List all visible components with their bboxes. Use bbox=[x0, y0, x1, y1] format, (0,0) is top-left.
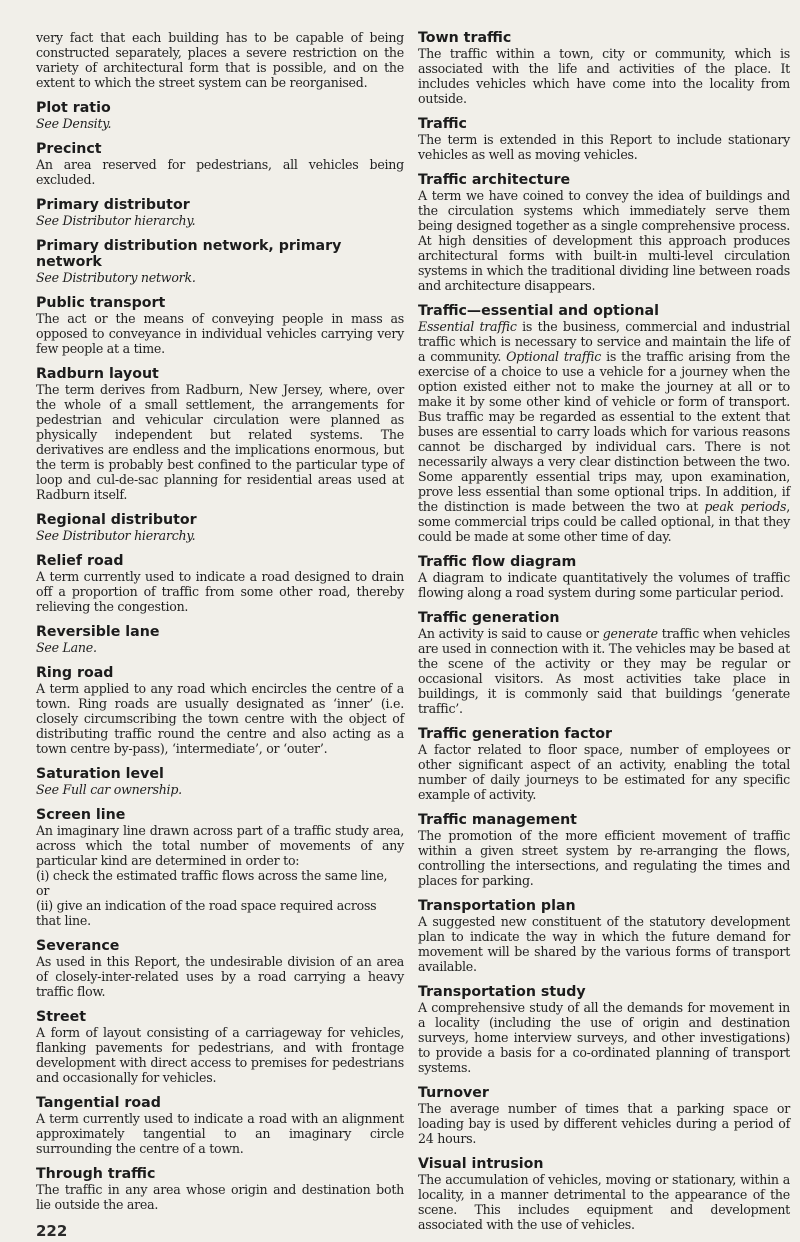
entry-term: Traffic architecture bbox=[418, 172, 571, 188]
entry-definition: The traffic within a town, city or community, which is associated with the life and activities of the place. It includes vehicles which have come into the locality from outside. bbox=[418, 46, 790, 106]
entry-term: Radburn layout bbox=[36, 366, 159, 382]
glossary-entry bbox=[36, 766, 404, 797]
entry-definition: An imaginary line drawn across part of a traffic study area, across which the total number of movements of any particular kind are determined in order to: bbox=[36, 823, 404, 868]
glossary-entry bbox=[418, 812, 790, 888]
glossary-entry bbox=[36, 624, 404, 655]
entry-subitem: (i) check the estimated traffic flows across the same line, or bbox=[36, 868, 388, 898]
entry-term: Regional distributor bbox=[36, 512, 197, 528]
glossary-entry bbox=[418, 984, 790, 1075]
glossary-entry bbox=[418, 30, 790, 106]
entry-definition: As used in this Report, the undesirable division of an area of closely-inter-related uses by a road carrying a heavy traffic flow. bbox=[36, 954, 404, 999]
entry-term: Precinct bbox=[36, 141, 102, 157]
entry-term: Saturation level bbox=[36, 766, 164, 782]
glossary-entry bbox=[36, 665, 404, 756]
glossary-entry bbox=[418, 303, 790, 544]
definition-text: , some commercial trips could be called optional, in that they could be made at some other time of day. bbox=[418, 499, 791, 544]
italic-term: Essential traffic bbox=[418, 319, 517, 334]
entry-definition: A suggested new constituent of the statutory development plan to indicate the way in which the future demand for movement will be shared by the various forms of transport available. bbox=[418, 914, 790, 974]
glossary-entry bbox=[418, 1085, 790, 1146]
entry-definition: A comprehensive study of all the demands for movement in a locality (including the use of origin and destination surveys, home interview surveys, and other investigations) to provide a basis for a co-ordinated planning of transport systems. bbox=[418, 1000, 790, 1075]
entry-term: Visual intrusion bbox=[418, 1156, 544, 1172]
glossary-entry bbox=[36, 141, 404, 187]
entry-term: Ring road bbox=[36, 665, 114, 681]
entry-term: Traffic flow diagram bbox=[418, 554, 577, 570]
glossary-entry bbox=[36, 1095, 404, 1156]
entry-definition: A diagram to indicate quantitatively the volumes of traffic flowing along a road system during some particular period. bbox=[418, 570, 790, 600]
glossary-entry bbox=[418, 610, 790, 716]
entry-term: Tangential road bbox=[36, 1095, 161, 1111]
entry-definition: A term currently used to indicate a road designed to drain off a proportion of traffic from some other road, thereby relieving the congestion. bbox=[36, 569, 404, 614]
entry-cross-reference: See Lane. bbox=[36, 640, 97, 655]
italic-term: peak periods bbox=[704, 499, 787, 514]
entry-definition: A term applied to any road which encircles the centre of a town. Ring roads are usually designated as ‘inner’ (i.e. closely circumscribing the town centre with the object of distributing traffic round the centre and also acting as a town centre by-pass), ‘intermediate’, or ‘outer’. bbox=[36, 681, 404, 756]
entry-definition: The act or the means of conveying people in mass as opposed to conveyance in individual vehicles carrying very few people at a time. bbox=[36, 311, 404, 356]
entry-cross-reference: See Density. bbox=[36, 116, 112, 131]
entry-cross-reference: See Distributor hierarchy. bbox=[36, 213, 196, 228]
glossary-entry bbox=[36, 197, 404, 228]
glossary-entry bbox=[418, 726, 790, 802]
entry-definition: A factor related to floor space, number of employees or other significant aspect of an activity, enabling the total number of daily journeys to be estimated for any specific example of activity. bbox=[418, 742, 790, 802]
page-number: 222 bbox=[36, 1222, 68, 1240]
entry-cross-reference: See Distributory network. bbox=[36, 270, 196, 285]
entry-term: Plot ratio bbox=[36, 100, 111, 116]
entry-definition: The term is extended in this Report to include stationary vehicles as well as moving vehicles. bbox=[418, 132, 790, 162]
entry-definition bbox=[418, 626, 790, 716]
glossary-entry bbox=[36, 238, 404, 285]
entry-term: Turnover bbox=[418, 1085, 489, 1101]
entry-term: Primary distribution network, primary network bbox=[36, 238, 342, 270]
entry-definition: The traffic in any area whose origin and destination both lie outside the area. bbox=[36, 1182, 404, 1212]
entry-term: Transportation study bbox=[418, 984, 586, 1000]
italic-term: Optional traffic bbox=[506, 349, 602, 364]
entry-definition: A form of layout consisting of a carriageway for vehicles, flanking pavements for pedestrians, and with frontage development with direct access to premises for pedestrians and occasionally for vehicles. bbox=[36, 1025, 404, 1085]
glossary-entry bbox=[418, 898, 790, 974]
entry-cross-reference: See Full car ownership. bbox=[36, 782, 182, 797]
glossary-entry bbox=[36, 807, 404, 928]
entry-term: Traffic generation bbox=[418, 610, 560, 626]
italic-term: generate bbox=[602, 626, 658, 641]
glossary-entry bbox=[36, 512, 404, 543]
definition-text: is the business, commercial and industrial traffic which is necessary to service and maintain the life of a community. bbox=[418, 319, 790, 364]
glossary-entry bbox=[418, 554, 790, 600]
entry-definition: The average number of times that a parking space or loading bay is used by different vehicles during a period of 24 hours. bbox=[418, 1101, 790, 1146]
glossary-entry bbox=[36, 295, 404, 356]
glossary-entry bbox=[36, 1009, 404, 1085]
definition-text: is the traffic arising from the exercise of a choice to use a vehicle for a journey when the option existed either not to make the journey at all or to make it by some other kind of vehicle or form of transport. Bus traffic may be regarded as essential to the extent that buses are essential to carry loads which for various reasons cannot be discharged by individual cars. There is not necessarily always a very clear distinction between the two. Some apparently essential trips may, upon examination, prove less essential than some optional trips. In addition, if the distinction is made between the two at bbox=[418, 349, 790, 514]
glossary-entry bbox=[36, 553, 404, 614]
entry-definition: The promotion of the more efficient movement of traffic within a given street system by re-arranging the flows, controlling the intersections, and regulating the times and places for parking. bbox=[418, 828, 790, 888]
entry-term: Severance bbox=[36, 938, 120, 954]
entry-term: Reversible lane bbox=[36, 624, 160, 640]
entry-term: Transportation plan bbox=[418, 898, 576, 914]
entry-term: Screen line bbox=[36, 807, 126, 823]
right-column bbox=[418, 30, 790, 1242]
entry-term: Primary distributor bbox=[36, 197, 190, 213]
entry-term: Traffic management bbox=[418, 812, 577, 828]
definition-text: traffic when vehicles are used in connection with it. The vehicles may be based at the scene of the activity or they may be regular or occasional visitors. As most activities take place in buildings, it is commonly said that buildings ‘generate traffic’. bbox=[418, 626, 790, 716]
entry-term: Traffic bbox=[418, 116, 467, 132]
glossary-entry bbox=[36, 938, 404, 999]
entry-term: Public transport bbox=[36, 295, 166, 311]
entry-term: Street bbox=[36, 1009, 87, 1025]
glossary-entry bbox=[418, 116, 790, 162]
glossary-entry bbox=[36, 1166, 404, 1212]
left-column bbox=[36, 30, 404, 1240]
entry-definition: An area reserved for pedestrians, all vehicles being excluded. bbox=[36, 157, 404, 187]
glossary-entry bbox=[418, 172, 790, 293]
glossary-entry bbox=[418, 1156, 790, 1232]
entry-definition: very fact that each building has to be capable of being constructed separately, places a severe restriction on the variety of architectural form that is possible, and on the extent to which the street system can be reorganised. bbox=[36, 30, 404, 90]
entry-term: Through traffic bbox=[36, 1166, 156, 1182]
entry-definition bbox=[418, 319, 790, 544]
entry-definition: The accumulation of vehicles, moving or stationary, within a locality, in a manner detrimental to the appearance of the scene. This includes equipment and development associated with the use of vehicles. bbox=[418, 1172, 790, 1232]
glossary-entry bbox=[36, 100, 404, 131]
entry-definition: A term currently used to indicate a road with an alignment approximately tangential to an imaginary circle surrounding the centre of a town. bbox=[36, 1111, 404, 1156]
entry-subitem: (ii) give an indication of the road space required across that line. bbox=[36, 898, 377, 928]
entry-term: Traffic generation factor bbox=[418, 726, 613, 742]
entry-term: Relief road bbox=[36, 553, 124, 569]
entry-term: Town traffic bbox=[418, 30, 512, 46]
entry-term: Traffic—essential and optional bbox=[418, 303, 659, 319]
entry-definition: A term we have coined to convey the idea of buildings and the circulation systems which immediately serve them being designed together as a single comprehensive process. At high densities of development this approach produces architectural forms with built-in multi-level circulation systems in which the traditional dividing line between roads and architecture disappears. bbox=[418, 188, 790, 293]
entry-cross-reference: See Distributor hierarchy. bbox=[36, 528, 196, 543]
glossary-entry bbox=[36, 366, 404, 502]
definition-text: An activity is said to cause or bbox=[418, 626, 603, 641]
entry-definition: The term derives from Radburn, New Jersey, where, over the whole of a small settlement, the arrangements for pedestrian and vehicular circulation were planned as physically independent but related systems. The derivatives are endless and the implications enormous, but the term is probably best confined to the particular type of loop and cul-de-sac planning for residential areas used at Radburn itself. bbox=[36, 382, 404, 502]
glossary-entry bbox=[36, 30, 404, 90]
